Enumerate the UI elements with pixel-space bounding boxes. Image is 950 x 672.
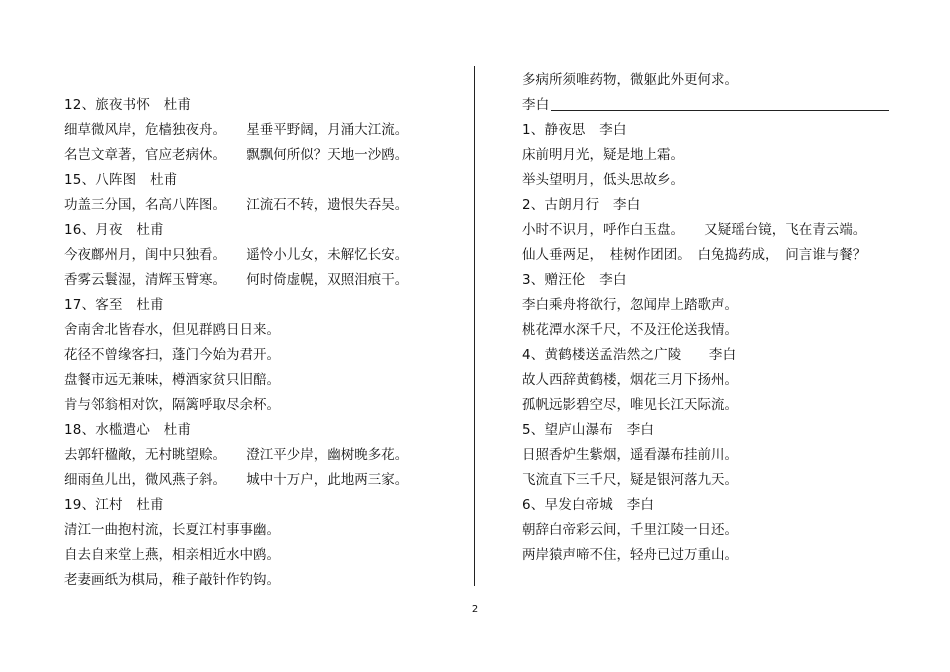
poem-line: 去郭轩楹敞，无村眺望赊。 澄江平少岸，幽树晚多花。 xyxy=(64,447,409,463)
poem-line: 李白乘舟将欲行，忽闻岸上踏歌声。 xyxy=(522,297,738,313)
poem-heading: 17、客至 杜甫 xyxy=(64,297,164,313)
poem-line: 孤帆远影碧空尽，唯见长江天际流。 xyxy=(522,397,738,413)
poem-heading: 1、静夜思 李白 xyxy=(522,122,627,138)
poem-line: 两岸猿声啼不住，轻舟已过万重山。 xyxy=(522,547,738,563)
poem-heading: 15、八阵图 杜甫 xyxy=(64,172,178,188)
poem-line: 老妻画纸为棋局，稚子敲针作钓钩。 xyxy=(64,572,280,588)
section-underline xyxy=(551,110,889,111)
poem-line: 花径不曾缘客扫，蓬门今始为君开。 xyxy=(64,347,280,363)
poem-line: 举头望明月，低头思故乡。 xyxy=(522,172,684,188)
poem-line: 朝辞白帝彩云间，千里江陵一日还。 xyxy=(522,522,738,538)
poem-line: 清江一曲抱村流，长夏江村事事幽。 xyxy=(64,522,280,538)
poem-line: 桃花潭水深千尺，不及汪伦送我情。 xyxy=(522,322,738,338)
poem-line: 功盖三分国，名高八阵图。 江流石不转，遗恨失吞吴。 xyxy=(64,197,409,213)
poem-line: 飞流直下三千尺，疑是银河落九天。 xyxy=(522,472,738,488)
poem-line: 肯与邻翁相对饮，隔篱呼取尽余杯。 xyxy=(64,397,280,413)
column-divider xyxy=(474,66,475,586)
page-number: 2 xyxy=(471,604,479,615)
poem-line: 小时不识月，呼作白玉盘。 又疑瑶台镜，飞在青云端。 xyxy=(522,222,867,238)
poem-line: 盘餐市远无兼味，樽酒家贫只旧醅。 xyxy=(64,372,280,388)
poem-heading: 2、古朗月行 李白 xyxy=(522,197,641,213)
poem-line: 仙人垂两足， 桂树作团团。 白兔捣药成， 问言谁与餐？ xyxy=(522,247,867,263)
poem-heading: 5、望庐山瀑布 李白 xyxy=(522,422,655,438)
poem-line: 今夜鄜州月，闺中只独看。 遥怜小儿女，未解忆长安。 xyxy=(64,247,409,263)
section-author-heading: 李白 xyxy=(522,97,550,113)
poem-line: 细雨鱼儿出，微风燕子斜。 城中十万户，此地两三家。 xyxy=(64,472,409,488)
poem-heading: 18、水槛遣心 杜甫 xyxy=(64,422,192,438)
poem-heading: 16、月夜 杜甫 xyxy=(64,222,164,238)
poem-line: 床前明月光，疑是地上霜。 xyxy=(522,147,684,163)
poem-line: 香雾云鬟湿，清辉玉臂寒。 何时倚虚幌，双照泪痕干。 xyxy=(64,272,409,288)
poem-line: 故人西辞黄鹤楼，烟花三月下扬州。 xyxy=(522,372,738,388)
poem-line: 细草微风岸，危樯独夜舟。 星垂平野阔，月涌大江流。 xyxy=(64,122,409,138)
poem-line: 多病所须唯药物，微躯此外更何求。 xyxy=(522,72,738,88)
poem-heading: 12、旅夜书怀 杜甫 xyxy=(64,97,192,113)
poem-heading: 4、黄鹤楼送孟浩然之广陵 李白 xyxy=(522,347,737,363)
poem-heading: 19、江村 杜甫 xyxy=(64,497,164,513)
poem-line: 舍南舍北皆春水，但见群鸥日日来。 xyxy=(64,322,280,338)
poem-line: 自去自来堂上燕，相亲相近水中鸥。 xyxy=(64,547,280,563)
poem-line: 名岂文章著，官应老病休。 飘飘何所似？天地一沙鸥。 xyxy=(64,147,409,163)
poem-heading: 6、早发白帝城 李白 xyxy=(522,497,655,513)
poem-heading: 3、赠汪伦 李白 xyxy=(522,272,627,288)
poem-line: 日照香炉生紫烟，遥看瀑布挂前川。 xyxy=(522,447,738,463)
